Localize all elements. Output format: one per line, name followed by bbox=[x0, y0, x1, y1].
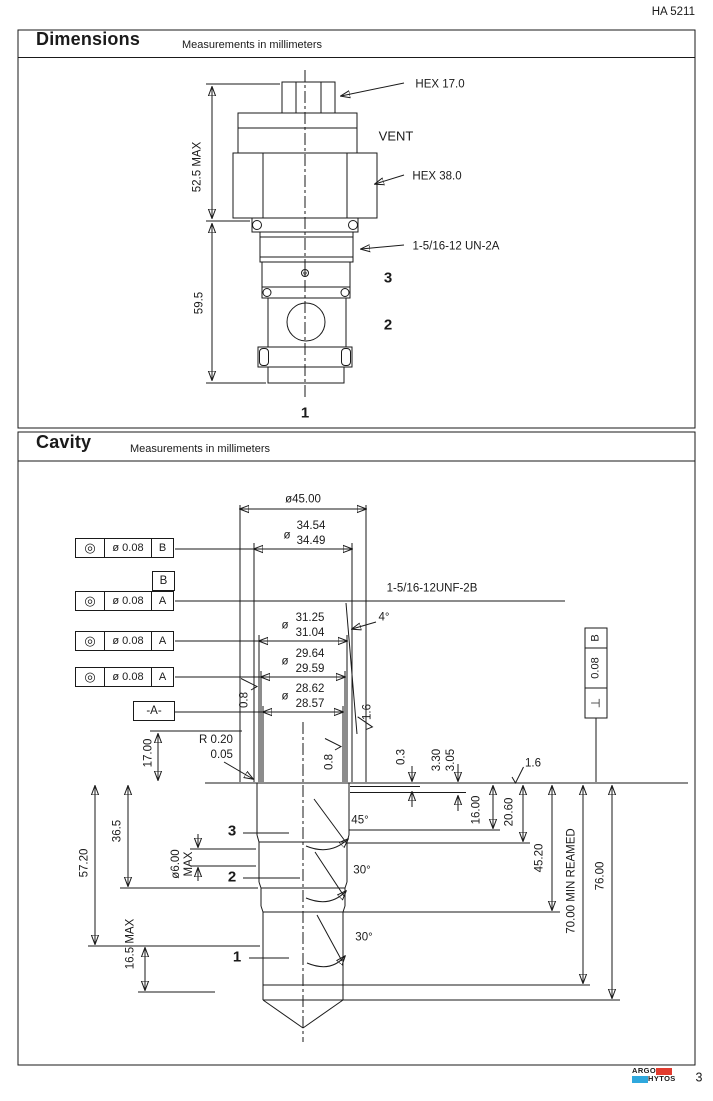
concentricity-icon: ◎ bbox=[84, 593, 96, 608]
cavity-diameter-dims bbox=[175, 509, 565, 712]
tolerance-value: ø 0.08 bbox=[104, 668, 151, 686]
depth-76-dim: 76.00 bbox=[594, 861, 607, 891]
cavity-port-3-label: 3 bbox=[227, 822, 237, 840]
cavity-port-2-label: 2 bbox=[227, 868, 237, 886]
overall-height-dim: 52.5 MAX bbox=[191, 141, 204, 193]
taper-angle-dim: 4° bbox=[378, 611, 390, 624]
tolerance-frame-1 bbox=[75, 538, 174, 558]
port-dia-dim bbox=[170, 849, 196, 878]
step-3-3-dim bbox=[430, 749, 458, 771]
thread-callout-cavity: 1-5/16-12UNF-2B bbox=[386, 582, 478, 595]
depth-16-00-dim: 16.00 bbox=[470, 795, 483, 825]
cavity-chamfer-annotations bbox=[224, 762, 348, 967]
valve-port-2-label: 2 bbox=[383, 316, 393, 334]
page-number: 3 bbox=[695, 1070, 703, 1085]
chamfer-45-label: 45° bbox=[351, 814, 369, 827]
perpendicularity-icon: ⊥ bbox=[588, 697, 603, 709]
concentricity-icon: ◎ bbox=[84, 633, 96, 648]
finish-08-inner: 0.8 bbox=[323, 754, 336, 770]
step-3-30: 3.30 bbox=[431, 748, 443, 772]
radius-line2: 0.05 bbox=[210, 749, 233, 761]
port-dia-line1: ø6.00 bbox=[170, 849, 182, 879]
dia-31-sign: ø bbox=[281, 619, 289, 632]
depth-17-dim: 17.00 bbox=[142, 738, 155, 768]
finish-16-taper: 1.6 bbox=[361, 704, 374, 720]
cavity-port-1-label: 1 bbox=[232, 948, 242, 966]
port-dia-line2: MAX bbox=[183, 851, 195, 877]
tolerance-frame-4 bbox=[75, 667, 174, 687]
tolerance-frame-3 bbox=[75, 631, 174, 651]
concentricity-icon: ◎ bbox=[84, 669, 96, 684]
extra-datum-label: B bbox=[159, 575, 168, 587]
brand-cyan-block bbox=[632, 1076, 648, 1083]
finish-08-left: 0.8 bbox=[238, 692, 251, 708]
dia-29-lower: 29.59 bbox=[295, 663, 325, 675]
dia-31-lower: 31.04 bbox=[295, 627, 325, 639]
tolerance-datum: B bbox=[151, 539, 173, 557]
perp-datum: B bbox=[589, 634, 602, 642]
dia-28-upper: 28.62 bbox=[295, 683, 325, 695]
dia-34-sign: ø bbox=[283, 529, 291, 542]
hex-main-callout: HEX 38.0 bbox=[412, 170, 462, 183]
thread-callout-valve: 1-5/16-12 UN-2A bbox=[412, 240, 500, 253]
dia-28-lower: 28.57 bbox=[295, 698, 325, 710]
tolerance-datum: A bbox=[151, 632, 173, 650]
dia-29-upper: 29.64 bbox=[295, 648, 325, 660]
dia-31-upper: 31.25 bbox=[295, 612, 325, 624]
depth-20-60-dim: 20.60 bbox=[503, 797, 516, 827]
tolerance-datum: A bbox=[151, 592, 173, 610]
depth-45-20-dim: 45.20 bbox=[533, 843, 546, 873]
valve-outline bbox=[233, 70, 377, 400]
depth-36-5-dim: 36.5 bbox=[111, 819, 124, 843]
depth-57-2-dim: 57.20 bbox=[78, 848, 91, 878]
tolerance-frame-2 bbox=[75, 591, 174, 611]
chamfer-30-lower-label: 30° bbox=[355, 931, 373, 944]
insert-depth-dim: 59.5 bbox=[193, 291, 206, 315]
dia-28-sign: ø bbox=[281, 690, 289, 703]
depth-70-dim: 70.00 MIN REAMED bbox=[565, 828, 578, 934]
concentricity-icon: ◎ bbox=[84, 540, 96, 555]
dia-45-dim: ø45.00 bbox=[285, 493, 321, 506]
finish-16-surface: 1.6 bbox=[525, 757, 541, 770]
brand-logo bbox=[632, 1067, 680, 1083]
valve-port-3-label: 3 bbox=[383, 269, 393, 287]
depth-16-5-dim: 16.5 MAX bbox=[124, 918, 137, 970]
dia-31-dim bbox=[296, 611, 325, 641]
tolerance-value: ø 0.08 bbox=[104, 592, 151, 610]
step-0-3-dim: 0.3 bbox=[395, 749, 408, 765]
dia-34-upper: 34.54 bbox=[296, 520, 326, 532]
tolerance-value: ø 0.08 bbox=[104, 539, 151, 557]
tolerance-value: ø 0.08 bbox=[104, 632, 151, 650]
dia-29-dim bbox=[296, 647, 325, 677]
brand-name-bottom: HYTOS bbox=[648, 1074, 676, 1083]
datum-a-label: -A- bbox=[146, 705, 162, 717]
vent-label: VENT bbox=[378, 128, 414, 144]
dimensions-subtitle: Measurements in millimeters bbox=[182, 39, 322, 51]
perp-value: 0.08 bbox=[589, 657, 602, 679]
dimensions-title: Dimensions bbox=[36, 29, 141, 49]
doc-reference: HA 5211 bbox=[651, 6, 695, 18]
cavity-bore-profile bbox=[205, 783, 688, 1028]
chamfer-30-upper-label: 30° bbox=[353, 864, 371, 877]
dia-28-dim bbox=[296, 682, 325, 712]
cavity-title: Cavity bbox=[36, 432, 92, 452]
step-3-05: 3.05 bbox=[445, 748, 457, 772]
tolerance-datum: A bbox=[151, 668, 173, 686]
hex-top-callout: HEX 17.0 bbox=[415, 78, 465, 91]
brand-name-top: ARGO bbox=[632, 1066, 657, 1075]
datum-a-box bbox=[133, 701, 175, 721]
radius-line1: R 0.20 bbox=[199, 734, 233, 746]
cavity-subtitle: Measurements in millimeters bbox=[130, 443, 270, 455]
radius-dim bbox=[199, 733, 233, 763]
dia-29-sign: ø bbox=[281, 655, 289, 668]
valve-port-1-label: 1 bbox=[300, 404, 310, 422]
dia-34-lower: 34.49 bbox=[296, 535, 326, 547]
extra-datum-box bbox=[152, 571, 175, 591]
dia-34-dim bbox=[297, 519, 326, 549]
